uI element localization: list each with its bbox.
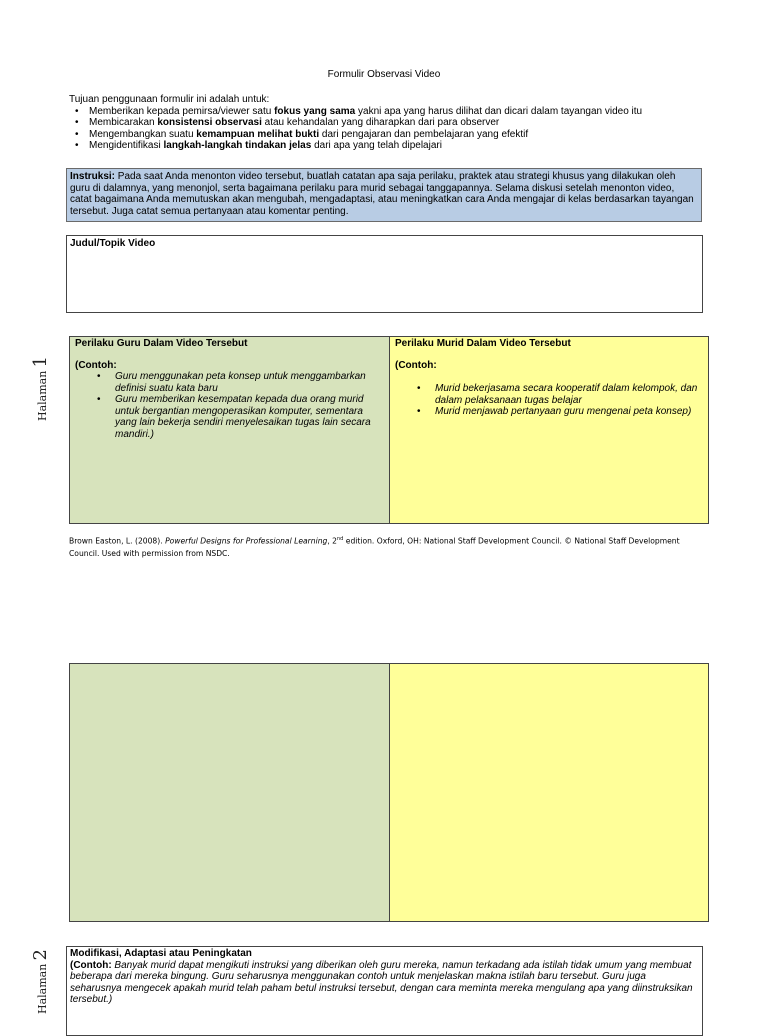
teacher-example-label: (Contoh: (75, 360, 117, 371)
purpose-item: • Membicarakan konsistensi observasi atau kehandalan yang diharapkan dari para observer (89, 117, 709, 129)
student-example-item: • Murid bekerjasama secara kooperatif dalam kelompok, dan dalam pelaksanaan tugas belajar (435, 383, 703, 406)
student-behavior-notes[interactable] (390, 664, 708, 921)
teacher-example-list (75, 371, 384, 440)
form-title: Formulir Observasi Video (327, 69, 441, 80)
purpose-intro: Tujuan penggunaan formulir ini adalah untuk: (69, 94, 270, 105)
video-topic-field[interactable] (66, 235, 703, 313)
modifications-box[interactable] (66, 946, 703, 1036)
observation-grid-page1 (69, 336, 709, 524)
teacher-behavior-cell[interactable] (70, 337, 390, 523)
modifications-example-label: (Contoh: (70, 959, 112, 971)
page-1-label: Halaman 1 (30, 356, 51, 421)
instructions-label: Instruksi: (70, 171, 116, 182)
instructions-box (66, 168, 702, 222)
purpose-item: • Mengembangkan suatu kemampuan melihat bukti dari pengajaran dan pembelajaran yang efektif (89, 129, 709, 141)
modifications-example-text: Banyak murid dapat mengikuti instruksi yang diberikan oleh guru mereka, namun terkadang ada istilah tidak umum yang membuat beberapa dari mereka bingung. Guru seharusnya menggunakan contoh untuk menjelaskan makna istilah baru tersebut. Guru juga seharusnya mengecek apakah murid telah paham betul instruksi tersebut, dengan cara meminta mereka mengulang apa yang diinstruksikan tersebut.) (70, 959, 693, 1006)
video-topic-label: Judul/Topik Video (70, 238, 156, 249)
purpose-list (69, 106, 709, 152)
purpose-item: • Memberikan kepada pemirsa/viewer satu fokus yang sama yakni apa yang harus dilihat dan dicari dalam tayangan video itu (89, 106, 709, 118)
student-behavior-cell[interactable] (390, 337, 708, 523)
instructions-text: Pada saat Anda menonton video tersebut, buatlah catatan apa saja perilaku, praktek atau strategi khusus yang dilakukan oleh guru di dalamnya, yang menonjol, serta bagaimana perilaku para murid sebagai tanggapannya. Selama diskusi setelah menonton video, catat bagaimana Anda memutuskan akan mengubah, mengadaptasi, atau meningkatkan cara Anda mengajar di kelas berdasarkan tayangan tersebut. Juga catat semua pertanyaan atau komentar penting. (70, 171, 694, 217)
citation: Brown Easton, L. (2008). Powerful Designs for Professional Learning, 2nd edition. Oxford, OH: National Staff Development Council. © National Staff Development Council. Used with permission from NSDC. (69, 536, 680, 558)
student-example-label: (Contoh: (395, 360, 437, 371)
purpose-item: • Mengidentifikasi langkah-langkah tindakan jelas dari apa yang telah dipelajari (89, 140, 709, 152)
student-example-list (395, 383, 703, 418)
modifications-header: Modifikasi, Adaptasi atau Peningkatan (70, 948, 252, 959)
teacher-behavior-header: Perilaku Guru Dalam Video Tersebut (75, 338, 248, 349)
purpose-section (69, 94, 709, 152)
observation-grid-continued (69, 663, 709, 922)
teacher-example-item: • Guru menggunakan peta konsep untuk menggambarkan definisi suatu kata baru (115, 371, 384, 394)
student-behavior-header: Perilaku Murid Dalam Video Tersebut (395, 338, 571, 349)
student-example-item: • Murid menjawab pertanyaan guru mengenai peta konsep) (435, 406, 703, 418)
teacher-behavior-notes[interactable] (70, 664, 390, 921)
teacher-example-item: • Guru memberikan kesempatan kepada dua orang murid untuk bergantian mengoperasikan komputer, sementara yang lain bekerja sendiri menyelesaikan tugas lain secara mandiri.) (115, 394, 384, 440)
page-2-label: Halaman 2 (30, 949, 51, 1014)
